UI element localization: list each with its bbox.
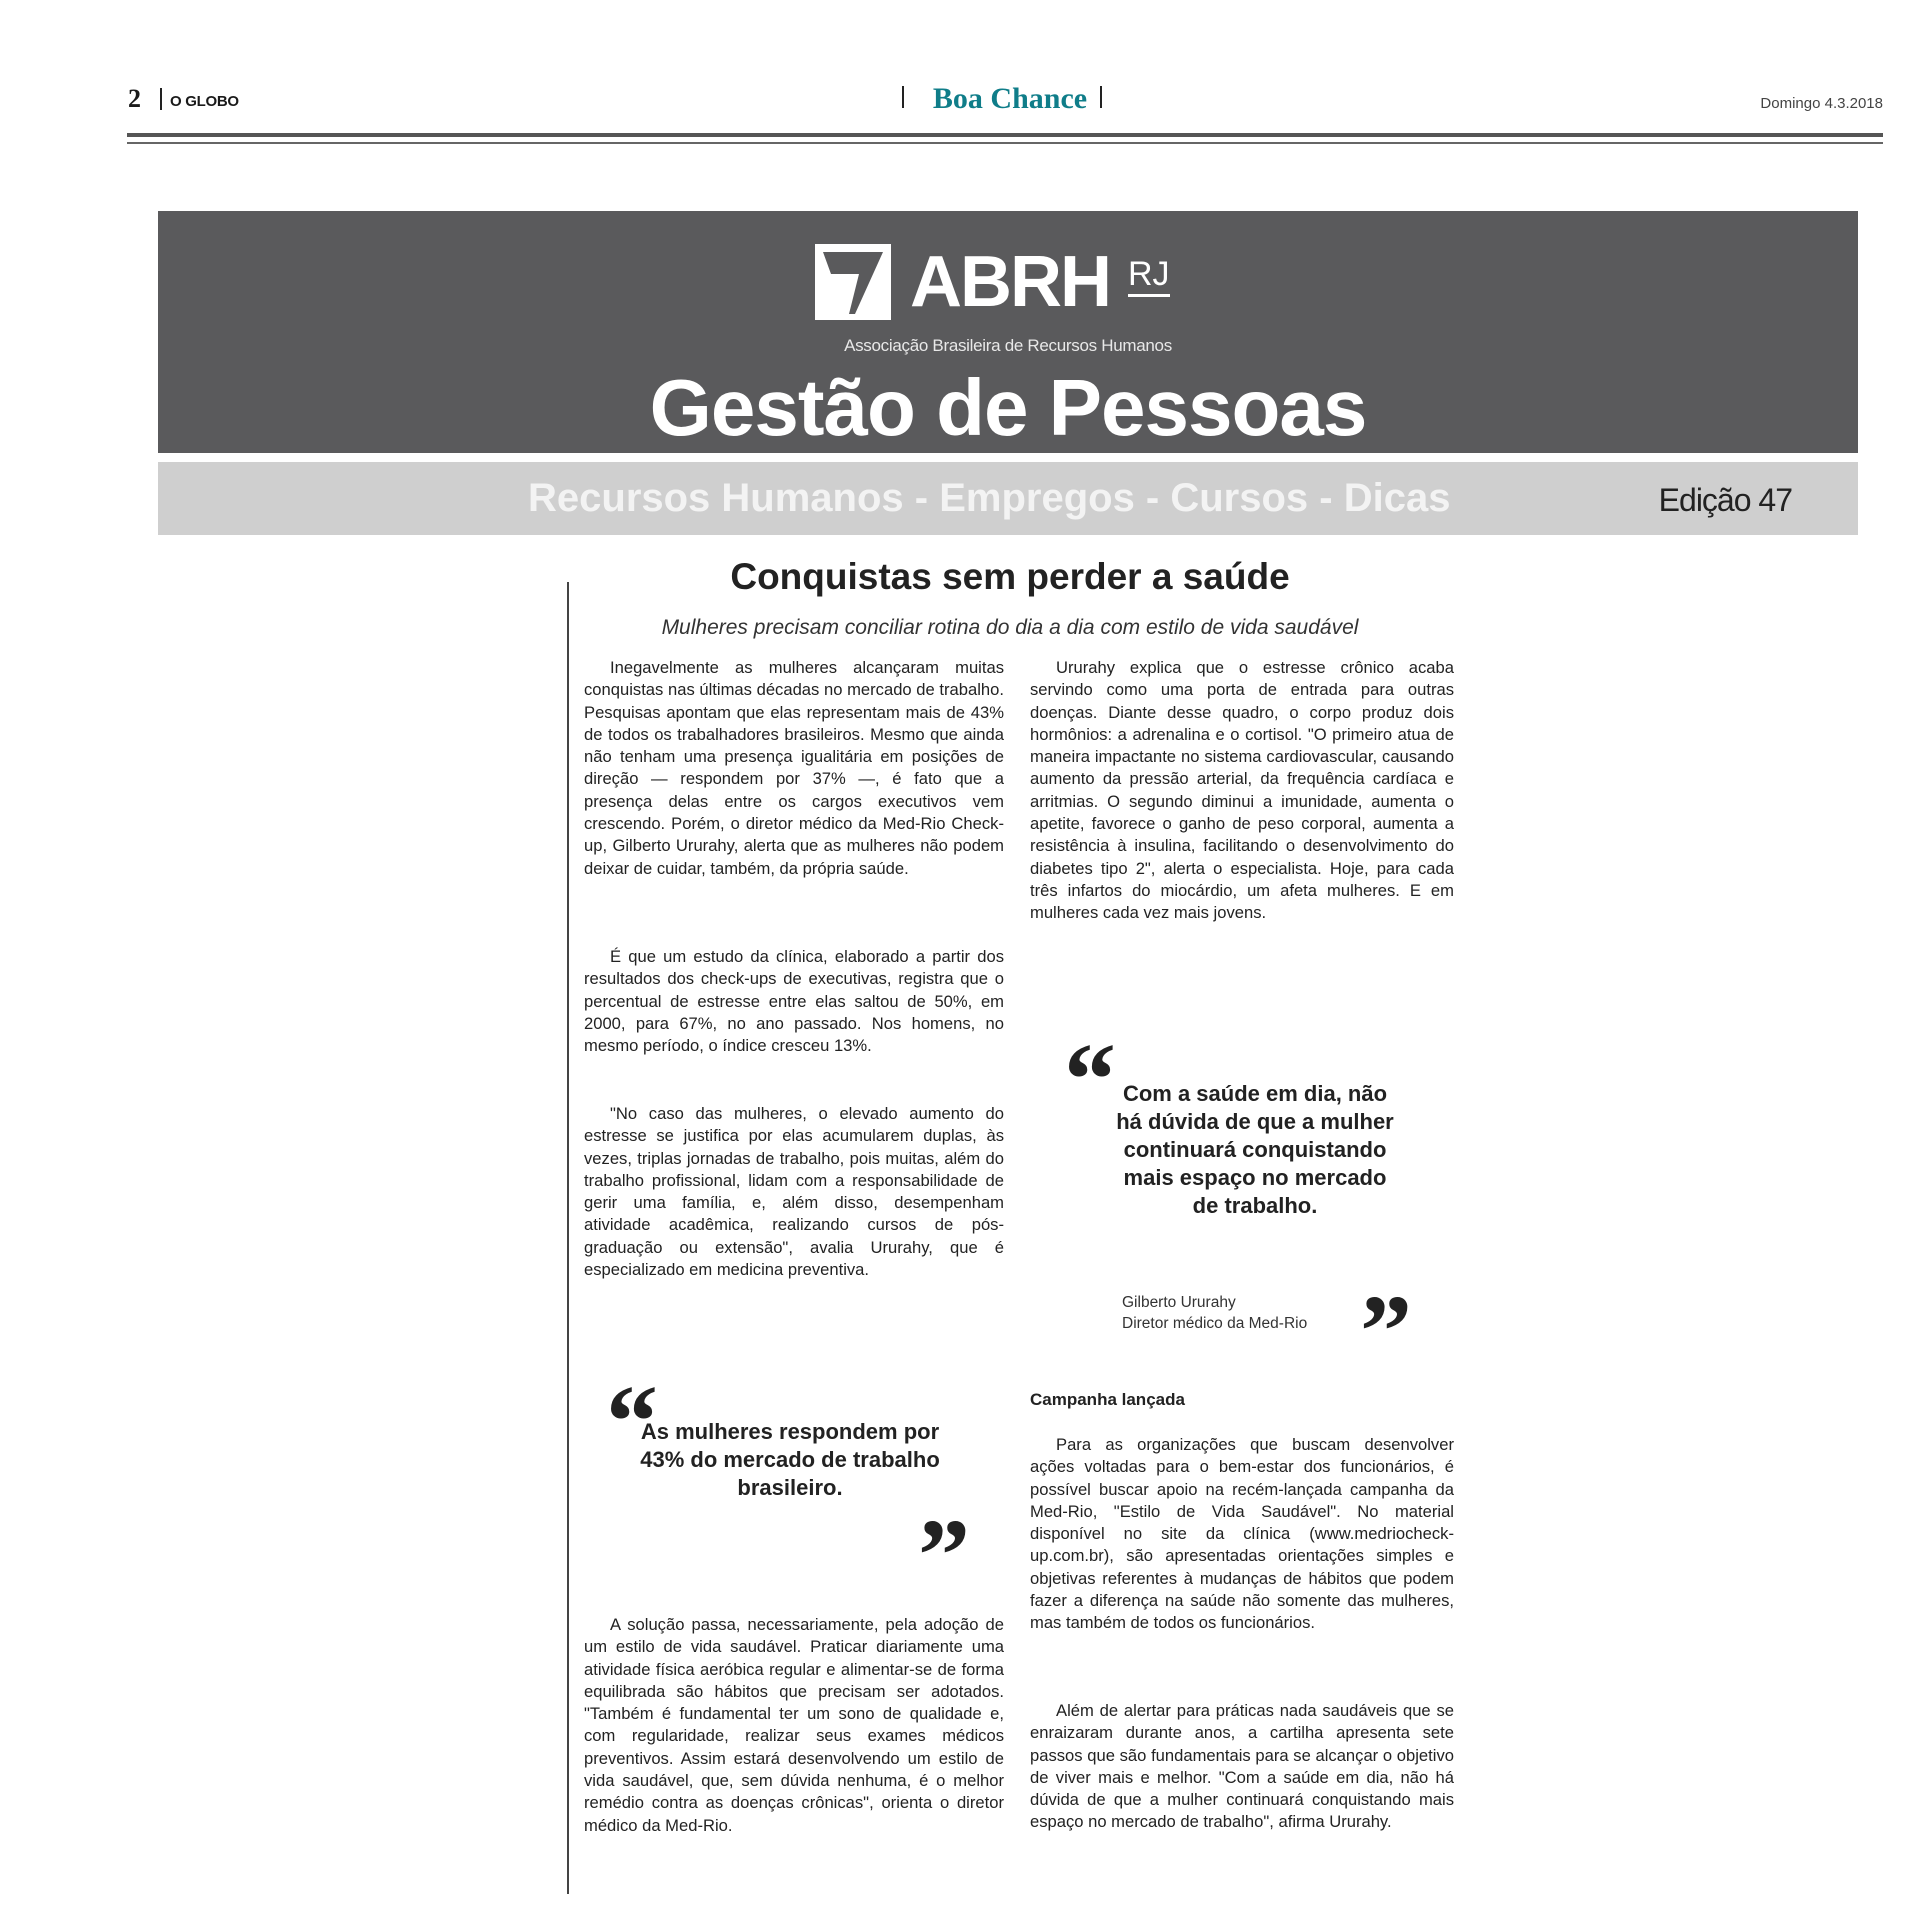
section-divider-right: [1100, 86, 1102, 108]
pullquote: Com a saúde em dia, não há dúvida de que a mulher continuará conquistando mais espaço no mercado de trabalho.: [1116, 1081, 1394, 1218]
article-paragraph: Ururahy explica que o estresse crônico acaba servindo como uma porta de entrada para outras doenças. Diante desse quadro, o corpo produz dois hormônios: a adrenalina e o cortisol. "O primeiro atua de maneira impactante no sistema cardiovascular, causando aumento da pressão arterial, da frequência cardíaca e arritmias. O segundo diminui a imunidade, aumenta o apetite, favorece o ganho de peso corporal, aumenta a resistência à insulina, facilitando o desenvolvimento do diabetes tipo 2", alerta o especialista. Hoje, para cada três infartos do miocárdio, um afeta mulheres. E em mulheres cada vez mais jovens.: [1030, 658, 1454, 923]
page-number: 2: [128, 84, 141, 113]
quote-attribution: [1122, 1292, 1307, 1334]
article-paragraph: Para as organizações que buscam desenvolver ações voltadas para o bem-estar dos funcionários, é possível buscar apoio na recém-lançada campanha da Med-Rio, "Estilo de Vida Saudável". No material disponível no site da clínica (www.medriocheck-up.com.br), são apresentadas orientações simples e objetivas referentes à mudanças de hábitos que podem fazer a diferença na saúde não somente das mulheres, mas também de todos os funcionários.: [1030, 1435, 1454, 1633]
newspaper-name: O GLOBO: [170, 93, 239, 110]
header-rule: [127, 133, 1883, 137]
open-quote-icon: “: [1064, 1022, 1116, 1137]
article-paragraph: Inegavelmente as mulheres alcançaram muitas conquistas nas últimas décadas no mercado de trabalho. Pesquisas apontam que elas representam mais de 43% de todos os trabalhadores brasileiros. Mesmo que ainda não tenham uma presença igualitária em posições de direção — respondem por 37% —, é fato que a presença delas entre os cargos executivos vem crescendo. Porém, o diretor médico da Med-Rio Check-up, Gilberto Ururahy, alerta que as mulheres não podem deixar de cuidar, também, da própria saúde.: [584, 658, 1004, 878]
attribution-role: Diretor médico da Med-Rio: [1122, 1315, 1308, 1332]
issue-date: Domingo 4.3.2018: [1760, 95, 1883, 112]
article-paragraph: A solução passa, necessariamente, pela adoção de um estilo de vida saudável. Praticar diariamente uma atividade física aeróbica regular e alimentar-se de forma equilibrada são hábitos que precisam ser adotados. "Também é fundamental ter um sono de qualidade e, com regularidade, realizar seus exames médicos preventivos. Assim estará desenvolvendo um estilo de vida saudável, que, sem dúvida nenhuma, é o melhor remédio contra as doenças crônicas", orienta o diretor médico da Med-Rio.: [584, 1615, 1004, 1835]
column-rule: [567, 582, 569, 1894]
close-quote-icon: ”: [918, 1498, 970, 1613]
logo-subtitle: RJ: [1128, 254, 1170, 297]
header-rule-thin: [127, 142, 1883, 144]
article-paragraph: É que um estudo da clínica, elaborado a partir dos resultados dos check-ups de executivas, registra que o percentual de estresse entre elas saltou de 50%, em 2000, para 67%, no ano passado. Nos homens, no mesmo período, o índice cresceu 13%.: [584, 947, 1004, 1056]
article-subhead: Campanha lançada: [1030, 1390, 1185, 1409]
logo-text: ABRH: [910, 242, 1110, 322]
close-quote-icon: ”: [1360, 1274, 1412, 1389]
article-paragraph: "No caso das mulheres, o elevado aumento do estresse se justifica por elas acumularem duplas, às vezes, triplas jornadas de trabalho, pois muitas, além do trabalho profissional, lidam com a responsabilidade de gerir uma família, e, além disso, desempenham atividade acadêmica, realizando cursos de pós-graduação ou extensão", avalia Ururahy, que é especializado em medicina preventiva.: [584, 1104, 1004, 1280]
article-headline: Conquistas sem perder a saúde: [730, 556, 1290, 597]
article-paragraph: Além de alertar para práticas nada saudáveis que se enraizaram durante anos, a cartilha apresenta sete passos que são fundamentais para se alcançar o objetivo de viver mais e melhor. "Com a saúde em dia, não há dúvida de que a mulher continuará conquistando mais espaço no mercado de trabalho", afirma Ururahy.: [1030, 1701, 1454, 1832]
abrh-logo-icon: [815, 244, 891, 320]
banner-title: Gestão de Pessoas: [649, 363, 1367, 452]
edition-label: Edição 47: [1658, 482, 1792, 518]
pullquote: As mulheres respondem por 43% do mercado de trabalho brasileiro.: [640, 1419, 940, 1500]
article-standfirst: Mulheres precisam conciliar rotina do dia a dia com estilo de vida saudável: [661, 616, 1359, 639]
association-name: Associação Brasileira de Recursos Humanos: [844, 336, 1172, 355]
banner-topics: Recursos Humanos - Empregos - Cursos - Dicas: [528, 476, 1451, 520]
section-name: Boa Chance: [932, 82, 1088, 115]
attribution-name: Gilberto Ururahy: [1122, 1294, 1236, 1311]
open-quote-icon: “: [606, 1364, 658, 1479]
